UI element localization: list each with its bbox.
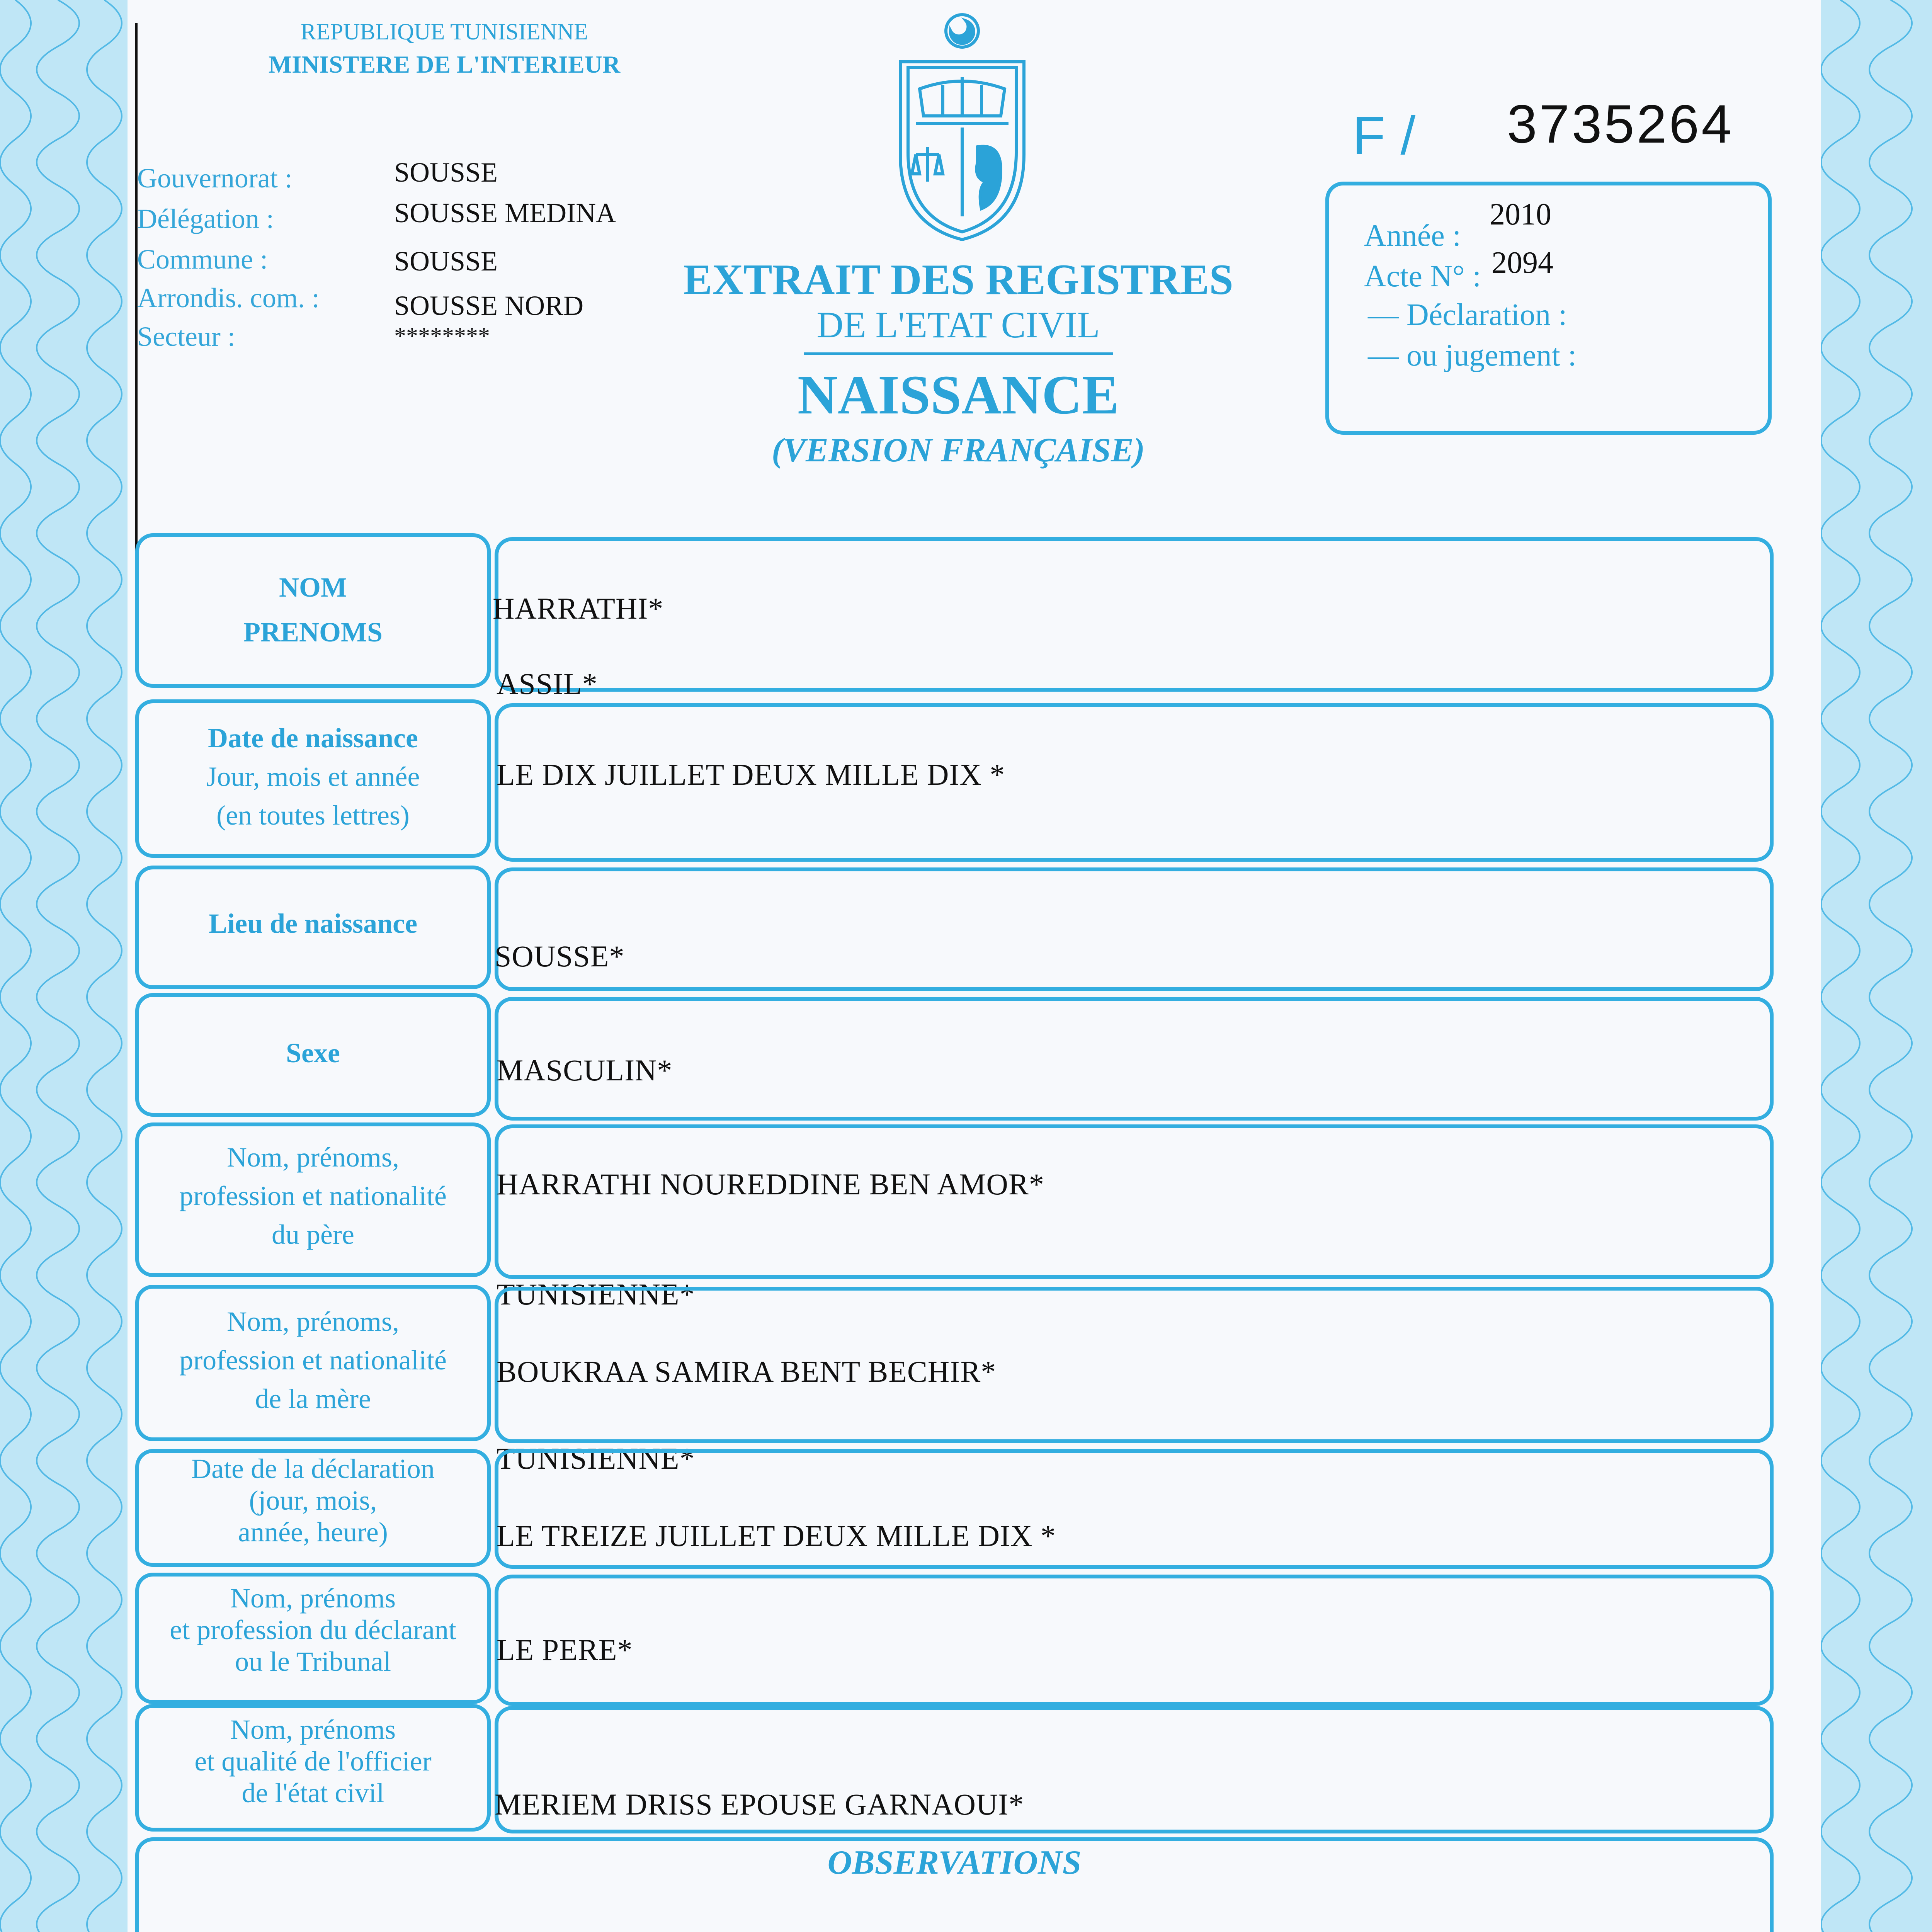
delegation-label: Délégation : <box>137 203 274 234</box>
arrondissement-label: Arrondis. com. : <box>137 282 320 313</box>
annee-label: Année : <box>1364 219 1461 253</box>
delegation-value: SOUSSE MEDINA <box>394 197 616 228</box>
document-subtitle: DE L'ETAT CIVIL <box>816 304 1100 345</box>
republic-heading: REPUBLIQUE TUNISIENNE <box>301 19 588 44</box>
declarant-value: LE PERE* <box>497 1633 633 1667</box>
declaration-date-label: Date de la déclaration (jour, mois, année, heure) <box>191 1453 435 1548</box>
gouvernorat-label: Gouvernorat : <box>137 163 293 194</box>
title-underline <box>804 352 1113 355</box>
declaration-label: — Déclaration : <box>1368 298 1567 332</box>
declarant-label: Nom, prénoms et profession du déclarant ou le Tribunal <box>170 1583 456 1677</box>
gouvernorat-value: SOUSSE <box>394 157 498 188</box>
lieu-value-box <box>495 867 1774 991</box>
document-title: EXTRAIT DES REGISTRES <box>683 256 1233 304</box>
declarant-value-box <box>495 1575 1774 1706</box>
birth-place-label: Lieu de naissance <box>208 908 418 939</box>
sex-label: Sexe <box>286 1037 340 1068</box>
secteur-value: ******** <box>394 323 490 349</box>
commune-value: SOUSSE <box>394 246 498 277</box>
nom-value-box <box>495 537 1774 692</box>
secteur-label: Secteur : <box>137 321 235 352</box>
serial-prefix: F / <box>1352 105 1416 166</box>
officer-label: Nom, prénoms et qualité de l'officier de l'état civil <box>194 1714 432 1808</box>
pere-value-box <box>495 1124 1774 1279</box>
birth-date-value: LE DIX JUILLET DEUX MILLE DIX * <box>497 758 1005 791</box>
mother-value: BOUKRAA SAMIRA BENT BECHIR* <box>497 1355 997 1388</box>
birth-place-value: SOUSSE* <box>495 939 625 973</box>
arrondissement-value: SOUSSE NORD <box>394 290 584 321</box>
father-nationality: TUNISIENNE* <box>497 1277 695 1311</box>
declaration-date-value: LE TREIZE JUILLET DEUX MILLE DIX * <box>497 1519 1056 1553</box>
birth-date-label: Date de naissance Jour, mois et année (en toutes lettres) <box>206 723 420 831</box>
printer-side-mark <box>54 1912 69 1932</box>
commune-label: Commune : <box>137 244 268 275</box>
father-label: Nom, prénoms, profession et nationalité du père <box>179 1142 447 1250</box>
mother-nationality: TUNISIENNE* <box>497 1442 695 1475</box>
ministry-heading: MINISTERE DE L'INTERIEUR <box>268 51 621 78</box>
sex-value: MASCULIN* <box>497 1053 673 1087</box>
officer-value: MERIEM DRISS EPOUSE GARNAOUI* <box>495 1787 1024 1821</box>
serial-number: 3735264 <box>1507 94 1734 154</box>
version-label: (VERSION FRANÇAISE) <box>772 432 1145 469</box>
right-guilloche-border <box>1810 0 1932 1932</box>
observations-title: OBSERVATIONS <box>827 1844 1082 1881</box>
mother-label: Nom, prénoms, profession et nationalité de la mère <box>179 1306 447 1414</box>
nom-label: NOM PRENOMS <box>243 572 383 648</box>
sexe-value-box <box>495 997 1774 1121</box>
acte-number-label: Acte N° : <box>1364 259 1481 293</box>
annee-value: 2010 <box>1490 197 1551 231</box>
father-value: HARRATHI NOUREDDINE BEN AMOR* <box>497 1167 1044 1201</box>
jugement-label: — ou jugement : <box>1368 338 1577 372</box>
prenom-value: ASSIL* <box>497 667 598 701</box>
nom-value: HARRATHI* <box>493 592 664 625</box>
left-guilloche-border <box>0 0 139 1932</box>
acte-number-value: 2094 <box>1492 246 1553 280</box>
coat-of-arms-emblem <box>885 8 1039 247</box>
act-type-title: NAISSANCE <box>797 364 1119 426</box>
